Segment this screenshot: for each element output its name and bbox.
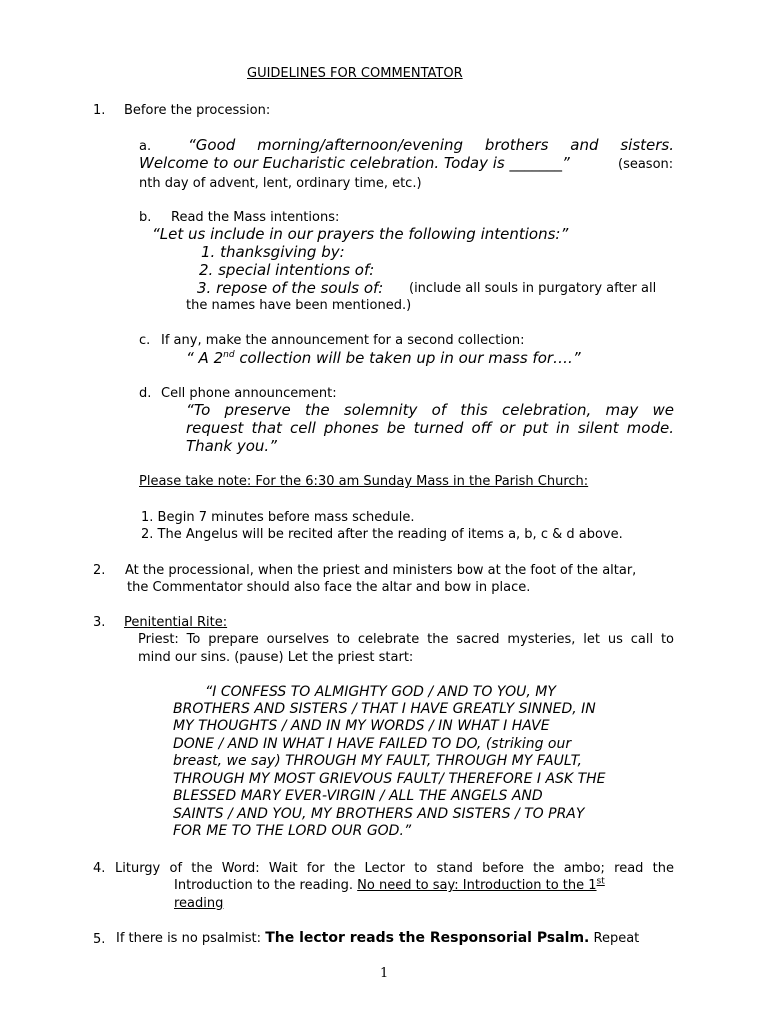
section-2-line2: the Commentator should also face the altar and bow in place. xyxy=(127,580,531,595)
item-d-quote-line3: Thank you.” xyxy=(186,437,277,455)
item-a-season-note: (season: xyxy=(618,157,674,172)
section-5-number: 5. xyxy=(93,932,106,947)
intention-special: 2. special intentions of: xyxy=(199,261,375,279)
item-c-text: If any, make the announcement for a second collection: xyxy=(161,333,525,348)
intention-repose-note-cont: the names have been mentioned.) xyxy=(186,298,412,313)
intention-thanksgiving: 1. thanksgiving by: xyxy=(201,243,345,261)
parish-note: Please take note: For the 6:30 am Sunday Mass in the Parish Church: xyxy=(139,474,589,489)
section-3-heading: Penitential Rite: xyxy=(124,615,228,630)
section-3-priest-line1: Priest: To prepare ourselves to celebrate the sacred mysteries, let us call to xyxy=(138,632,674,647)
item-a-season-detail: nth day of advent, lent, ordinary time, etc.) xyxy=(139,176,422,191)
section-4-line1: Liturgy of the Word: Wait for the Lector to stand before the ambo; read the xyxy=(115,861,674,876)
confiteor-line-2: BROTHERS AND SISTERS / THAT I HAVE GREATLY SINNED, IN xyxy=(173,701,596,717)
section-4-line2 xyxy=(174,877,605,894)
section-4-line3: reading xyxy=(174,896,224,911)
confiteor-line-4: DONE / AND IN WHAT I HAVE FAILED TO DO, (striking our xyxy=(173,736,572,752)
confiteor-line-8: SAINTS / AND YOU, MY BROTHERS AND SISTERS / TO PRAY xyxy=(173,806,585,822)
section-4-sup: st xyxy=(596,876,605,887)
section-4-number: 4. xyxy=(93,861,106,876)
item-a-greeting-line2: Welcome to our Eucharistic celebration. Today is _______” xyxy=(139,154,570,172)
section-3-number: 3. xyxy=(93,615,106,630)
parish-note-item-2: 2. The Angelus will be recited after the reading of items a, b, c & d above. xyxy=(141,527,623,542)
item-a-greeting-line1: “Good morning/afternoon/evening brothers and sisters. xyxy=(188,136,674,154)
confiteor-line-3: MY THOUGHTS / AND IN MY WORDS / IN WHAT I HAVE xyxy=(173,718,550,734)
intention-repose: 3. repose of the souls of: xyxy=(197,279,384,297)
confiteor-line-9: FOR ME TO THE LORD OUR GOD.” xyxy=(173,823,412,839)
section-4-no-need-text: No need to say: Introduction to the 1 xyxy=(357,878,597,893)
section-5-bold: The lector reads the Responsorial Psalm. xyxy=(265,930,590,946)
item-b-text: Read the Mass intentions: xyxy=(171,210,340,225)
item-d-label: d. xyxy=(139,386,152,401)
item-c-quote-pre: “ A 2 xyxy=(186,349,224,367)
document-title: GUIDELINES FOR COMMENTATOR xyxy=(247,66,463,81)
section-5-line xyxy=(116,929,639,948)
item-d-text: Cell phone announcement: xyxy=(161,386,337,401)
item-d-quote-line2: request that cell phones be turned off or put in silent mode. xyxy=(186,419,674,437)
item-c-quote-post: collection will be taken up in our mass for….” xyxy=(234,349,581,367)
confiteor-line-1: “I CONFESS TO ALMIGHTY GOD / AND TO YOU, MY xyxy=(205,684,556,700)
section-5-pre: If there is no psalmist: xyxy=(116,931,262,946)
page-number: 1 xyxy=(380,966,389,981)
item-b-quote: “Let us include in our prayers the following intentions:” xyxy=(152,225,569,243)
section-4-intro-text: Introduction to the reading. xyxy=(174,878,358,893)
item-b-label: b. xyxy=(139,210,152,225)
item-c-label: c. xyxy=(139,333,151,348)
confiteor-line-5: breast, we say) THROUGH MY FAULT, THROUGH MY FAULT, xyxy=(173,753,583,769)
section-1-heading: Before the procession: xyxy=(124,103,271,118)
item-a-label: a. xyxy=(139,139,152,154)
item-c-quote-sup: nd xyxy=(223,350,235,360)
section-3-priest-line2: mind our sins. (pause) Let the priest start: xyxy=(138,650,414,665)
item-d-quote-line1: “To preserve the solemnity of this celebration, may we xyxy=(186,401,674,419)
parish-note-item-1: 1. Begin 7 minutes before mass schedule. xyxy=(141,510,415,525)
confiteor-line-6: THROUGH MY MOST GRIEVOUS FAULT/ THEREFORE I ASK THE xyxy=(173,771,606,787)
section-2-line1: At the processional, when the priest and ministers bow at the foot of the altar, xyxy=(125,563,637,578)
item-c-quote xyxy=(186,349,581,367)
intention-repose-note: (include all souls in purgatory after all xyxy=(409,281,657,296)
section-2-number: 2. xyxy=(93,563,106,578)
confiteor-line-7: BLESSED MARY EVER-VIRGIN / ALL THE ANGELS AND xyxy=(173,788,543,804)
section-5-post: Repeat xyxy=(593,931,640,946)
section-1-number: 1. xyxy=(93,103,106,118)
